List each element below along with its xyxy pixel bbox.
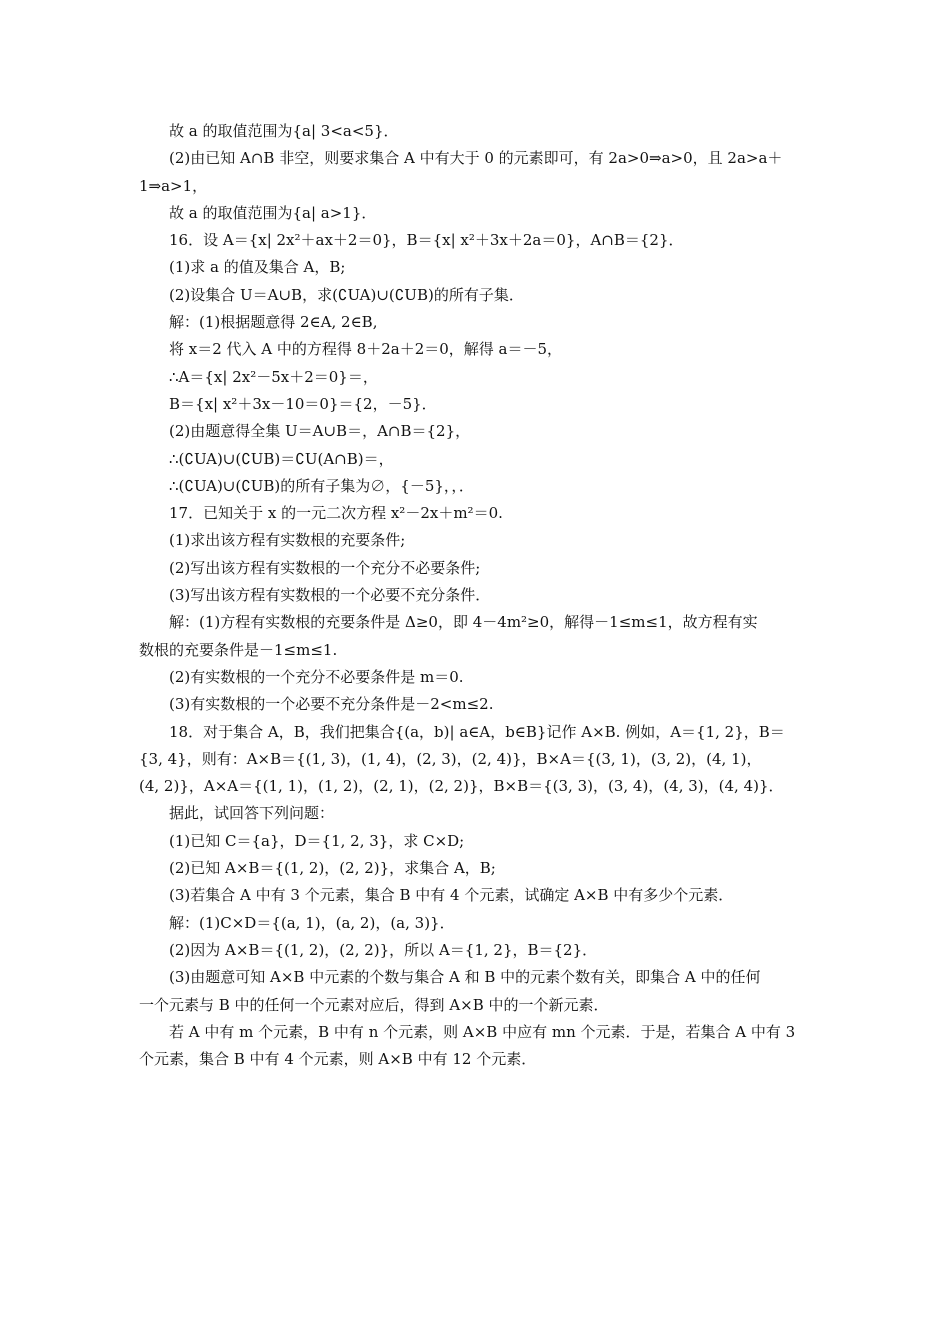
text-line: (3)有实数根的一个必要不充分条件是－2<m≤2. <box>169 695 494 714</box>
text-line: ∴(∁UA)∪(∁UB)的所有子集为∅，{－5}，，． <box>169 476 474 495</box>
text-line: (2)有实数根的一个充分不必要条件是 m＝0. <box>169 667 464 686</box>
text-line: (2)由题意得全集 U＝A∪B＝，A∩B＝{2}， <box>169 422 471 441</box>
text-line: (2)写出该方程有实数根的一个充分不必要条件; <box>169 558 481 577</box>
text-line: (1)已知 C＝{a}，D＝{1, 2, 3}，求 C×D; <box>169 831 465 850</box>
text-line: (3)由题意可知 A×B 中元素的个数与集合 A 和 B 中的元素个数有关，即集合 A 中的任何 <box>169 968 761 987</box>
document-body <box>139 118 817 1073</box>
text-line: 若 A 中有 m 个元素，B 中有 n 个元素，则 A×B 中应有 mn 个元素．于是，若集合 A 中有 3 <box>169 1022 796 1041</box>
text-line: (1)求 a 的值及集合 A，B; <box>169 258 346 277</box>
text-line: 个元素，集合 B 中有 4 个元素，则 A×B 中有 12 个元素． <box>139 1050 537 1069</box>
text-line: (3)写出该方程有实数根的一个必要不充分条件． <box>169 586 491 605</box>
text-line: 一个元素与 B 中的任何一个元素对应后，得到 A×B 中的一个新元素． <box>139 995 609 1014</box>
text-line: (3)若集合 A 中有 3 个元素，集合 B 中有 4 个元素，试确定 A×B 中有多少个元素． <box>169 886 734 905</box>
text-line: {3, 4}，则有：A×B＝{(1, 3)，(1, 4)，(2, 3)，(2, 4)}，B×A＝{(3, 1)，(3, 2)，(4, 1)， <box>139 749 762 768</box>
text-line: 数根的充要条件是－1≤m≤1. <box>139 640 338 659</box>
solution-18: 解：(1)C×D＝{(a, 1)，(a, 2)，(a, 3)}． <box>169 913 455 932</box>
text-line: 故 a 的取值范围为{a| a>1}． <box>169 203 377 222</box>
text-line: ∴(∁UA)∪(∁UB)＝∁U(A∩B)＝， <box>169 449 394 468</box>
solution-17: 解：(1)方程有实数根的充要条件是 Δ≥0，即 4－4m²≥0，解得－1≤m≤1，故方程有实 <box>169 613 758 632</box>
problem-17-statement: 17．已知关于 x 的一元二次方程 x²－2x＋m²＝0. <box>169 504 503 523</box>
text-line: (2)已知 A×B＝{(1, 2)，(2, 2)}，求集合 A，B; <box>169 859 496 878</box>
problem-18-statement: 18．对于集合 A，B，我们把集合{(a，b)| a∈A，b∈B}记作 A×B. 例如，A＝{1, 2}，B＝ <box>169 722 785 741</box>
text-line: (1)求出该方程有实数根的充要条件; <box>169 531 406 550</box>
text-line: (2)设集合 U＝A∪B，求(∁UA)∪(∁UB)的所有子集． <box>169 285 524 304</box>
solution-16: 解：(1)根据题意得 2∈A, 2∈B, <box>169 313 378 332</box>
text-line: (4, 2)}，A×A＝{(1, 1)，(1, 2)，(2, 1)，(2, 2)}，B×B＝{(3, 3)，(3, 4)，(4, 3)，(4, 4)}． <box>139 777 784 796</box>
text-line: (2)由已知 A∩B 非空，则要求集合 A 中有大于 0 的元素即可，有 2a>0⇒a>0，且 2a>a＋ <box>169 149 783 168</box>
text-line: B＝{x| x²＋3x－10＝0}＝{2，－5}． <box>169 394 437 413</box>
text-line: 据此，试回答下列问题： <box>169 804 335 823</box>
text-line: 将 x＝2 代入 A 中的方程得 8＋2a＋2＝0，解得 a＝－5， <box>169 340 563 359</box>
text-line: 1⇒a>1， <box>139 176 208 195</box>
problem-16-statement: 16．设 A＝{x| 2x²＋ax＋2＝0}，B＝{x| x²＋3x＋2a＝0}，A∩B＝{2}． <box>169 231 684 250</box>
text-line: (2)因为 A×B＝{(1, 2)，(2, 2)}，所以 A＝{1, 2}，B＝{2}． <box>169 940 598 959</box>
text-line: 故 a 的取值范围为{a| 3<a<5}． <box>169 122 399 140</box>
text-line: ∴A＝{x| 2x²－5x＋2＝0}＝， <box>169 367 378 386</box>
